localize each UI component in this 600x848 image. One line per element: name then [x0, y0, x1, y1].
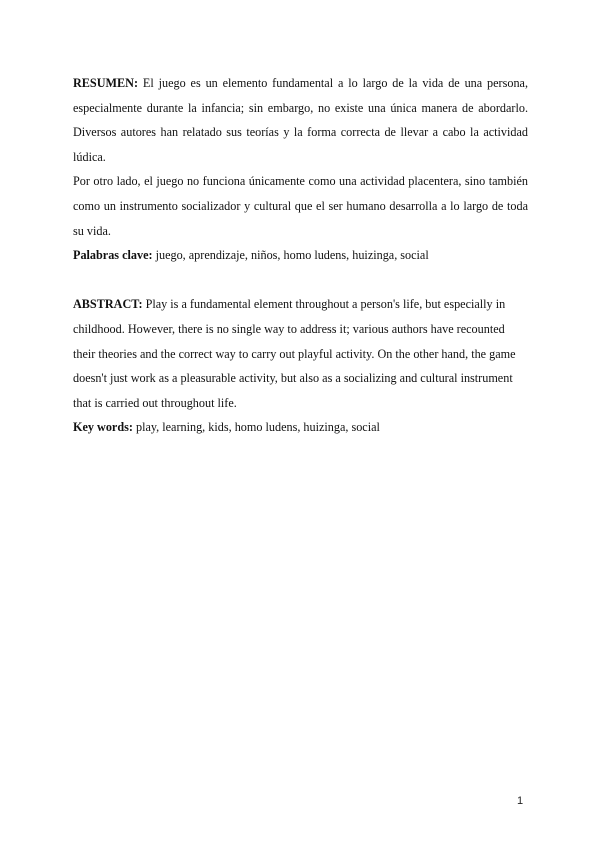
section-spacer — [73, 268, 528, 293]
keywords-label: Key words: — [73, 420, 133, 435]
resumen-text: El juego es un elemento fundamental a lo largo de la vida de una persona, especialmente durante la infancia; sin embargo, no existe una única manera de abordarlo. Diversos autores han relatado sus teorías y la forma correcta de llevar a cabo la actividad lúdica. — [73, 76, 528, 164]
page-number: 1 — [517, 795, 524, 807]
palabras-clave-paragraph — [73, 243, 528, 268]
keywords-text: play, learning, kids, homo ludens, huizinga, social — [132, 420, 380, 435]
keywords-paragraph — [73, 415, 528, 440]
abstract-text: Play is a fundamental element throughout a person's life, but especially in childhood. However, there is no single way to address it; various authors have recounted their theories and the correct way to carry out playful activity. On the other hand, the game doesn't just work as a pleasurable activity, but also as a socializing and cultural instrument that is carried out throughout life. — [73, 297, 516, 410]
abstract-label: ABSTRACT: — [73, 297, 143, 312]
palabras-clave-label: Palabras clave: — [73, 248, 153, 263]
resumen-paragraph-2 — [73, 169, 528, 243]
resumen-paragraph — [73, 71, 528, 169]
abstract-paragraph — [73, 292, 528, 415]
resumen-text-2: Por otro lado, el juego no funciona únicamente como una actividad placentera, sino también como un instrumento socializador y cultural que el ser humano desarrolla a lo largo de toda su vida. — [73, 174, 528, 238]
abstract-section — [73, 71, 528, 440]
resumen-label: RESUMEN: — [73, 76, 139, 90]
palabras-clave-text: juego, aprendizaje, niños, homo ludens, huizinga, social — [152, 248, 429, 263]
